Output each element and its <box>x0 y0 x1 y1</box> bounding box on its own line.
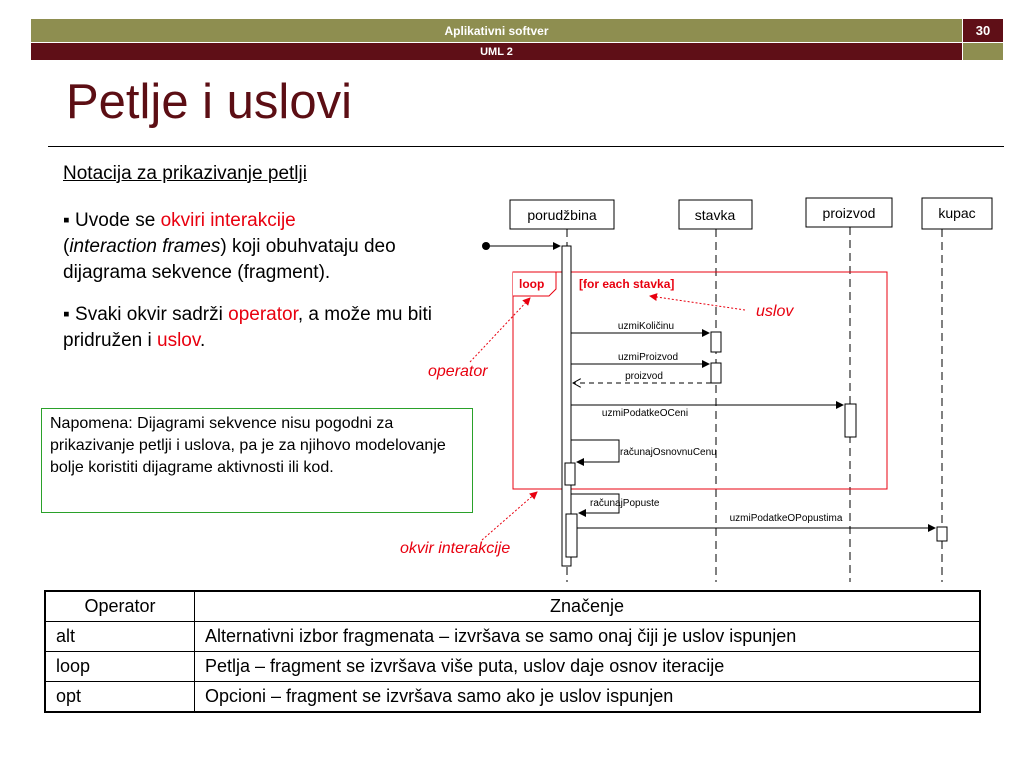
operators-table <box>44 590 981 713</box>
message-label-4: uzmiPodatkeOCeni <box>601 408 689 419</box>
slide-title: Petlje i uslovi <box>66 75 352 129</box>
slide-subtitle: Notacija za prikazivanje petlji <box>63 163 307 184</box>
table-cell-operator: loop <box>45 652 195 682</box>
bullet-text: Svaki okvir sadrži <box>75 304 229 325</box>
bullet-text: , a može mu biti pridružen i <box>63 304 432 351</box>
activation-stavka-2 <box>711 363 721 383</box>
bullet-marker: ▪ <box>63 210 70 231</box>
table-cell-meaning: Petlja – fragment se izvršava više puta, uslov daje osnov iteracije <box>195 652 981 682</box>
table-header-operator: Operator <box>45 591 195 622</box>
message-label-1: uzmiKoličinu <box>617 321 675 332</box>
lifeline-label-proizvod: proizvod <box>822 205 876 221</box>
lifeline-label-kupac: kupac <box>938 205 976 221</box>
note-box: Napomena: Dijagrami sekvence nisu pogodni za prikazivanje petlji i uslova, pa je za njihovo modelovanje bolje koristiti dijagrame aktivnosti ili kod. <box>41 408 473 513</box>
highlight-okviri: okviri interakcije <box>160 210 296 231</box>
annotation-arrow-okvir <box>482 492 537 540</box>
bullet-text: ( <box>63 236 70 257</box>
annotation-arrow-uslov <box>650 296 745 310</box>
table-cell-operator: opt <box>45 682 195 713</box>
lifeline-label-stavka: stavka <box>694 207 736 223</box>
annotation-uslov: uslov <box>756 303 794 320</box>
table-cell-meaning: Opcioni – fragment se izvršava samo ako je uslov ispunjen <box>195 682 981 713</box>
message-label-2: uzmiProizvod <box>617 352 679 363</box>
self-message-arrow-1 <box>571 440 619 462</box>
page-number: 30 <box>963 19 1003 42</box>
italic-interaction-frames: interaction frames <box>69 236 221 257</box>
activation-stavka-1 <box>711 332 721 352</box>
bullet-marker: ▪ <box>63 304 70 325</box>
table-cell-operator: alt <box>45 622 195 652</box>
table-row <box>45 682 980 713</box>
lifeline-label-porudzbina: porudžbina <box>527 207 597 223</box>
activation-self-2 <box>566 514 577 557</box>
activation-self-1 <box>565 463 575 485</box>
bullet-text: Uvode se <box>75 210 161 231</box>
message-label-3: proizvod <box>625 371 663 382</box>
annotation-operator: operator <box>428 363 488 380</box>
highlight-uslov: uslov <box>157 330 200 351</box>
message-label-5: računajOsnovnuCenu <box>620 447 717 458</box>
table-cell-meaning: Alternativni izbor fragmenata – izvršava se samo onaj čiji je uslov ispunjen <box>195 622 981 652</box>
table-row <box>45 652 980 682</box>
table-row <box>45 622 980 652</box>
frame-operator-label: loop <box>519 277 545 291</box>
table-header-meaning: Značenje <box>195 591 981 622</box>
message-label-7: uzmiPodatkeOPopustima <box>729 513 843 524</box>
highlight-operator: operator <box>228 304 298 325</box>
course-title: Aplikativni softver <box>444 23 549 38</box>
frame-guard-label: [for each stavka] <box>579 277 675 291</box>
topic-title: UML 2 <box>480 45 513 58</box>
annotation-okvir: okvir interakcije <box>400 540 511 557</box>
message-label-6: računajPopuste <box>590 498 660 509</box>
table-header-row <box>45 591 980 622</box>
annotation-arrow-operator <box>470 298 530 362</box>
activation-kupac <box>937 527 947 541</box>
activation-proizvod <box>845 404 856 437</box>
bullet-text: ) koji obuhvataju deo dijagrama sekvence (fragment). <box>63 236 396 283</box>
bullet-text: . <box>199 330 206 351</box>
